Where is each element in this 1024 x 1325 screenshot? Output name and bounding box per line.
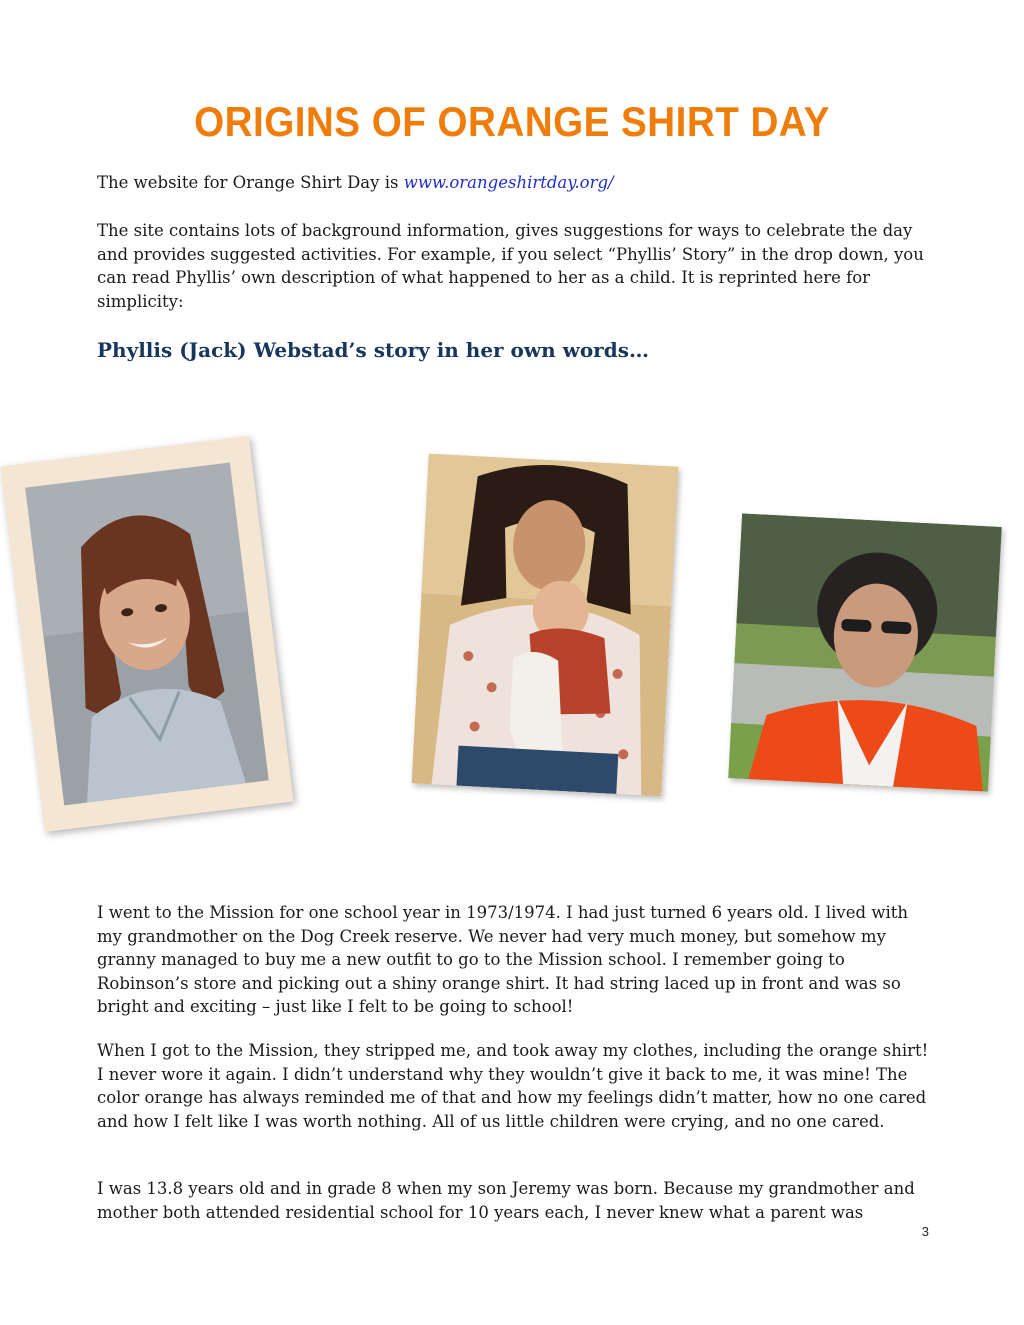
page-title: ORIGINS OF ORANGE SHIRT DAY (194, 98, 830, 145)
website-link[interactable]: www.orangeshirtday.org/ (403, 173, 614, 192)
story-paragraph-3: I was 13.8 years old and in grade 8 when my son Jeremy was born. Because my grandmother and mother both attended residential school for 10 years each, I never knew what a parent was (97, 1179, 915, 1222)
story-paragraph-1: I went to the Mission for one school year in 1973/1974. I had just turned 6 years old. I lived with my grandmother on the Dog Creek reserve. We never had very much money, but somehow my granny managed to buy me a new outfit to go to the Mission school. I remember going to Robinson’s store and picking out a shiny orange shirt. It had string laced up in front and was so bright and exciting – just like I felt to be going to school! (97, 903, 908, 1016)
intro-paragraph (97, 171, 931, 195)
story-heading: Phyllis (Jack) Webstad’s story in her own words… (97, 338, 649, 362)
childhood-portrait-photo (1, 436, 294, 832)
mother-and-baby-photo (412, 454, 679, 797)
description-paragraph: The site contains lots of background information, gives suggestions for ways to celebrate the day and provides suggested activities. For example, if you select “Phyllis’ Story” in the drop down, you can read Phyllis’ own description of what happened to her as a child. It is reprinted here for simplicity: (97, 221, 924, 311)
intro-text: The website for Orange Shirt Day is (97, 173, 404, 192)
page-number: 3 (921, 1224, 929, 1239)
story-paragraph-2: When I got to the Mission, they stripped me, and took away my clothes, including the orange shirt! I never wore it again. I didn’t understand why they wouldn’t give it back to me, it was mine! The color orange has always reminded me of that and how my feelings didn’t matter, how no one cared and how I felt like I was worth nothing. All of us little children were crying, and no one cared. (97, 1041, 929, 1131)
adult-portrait-photo (728, 513, 1002, 791)
